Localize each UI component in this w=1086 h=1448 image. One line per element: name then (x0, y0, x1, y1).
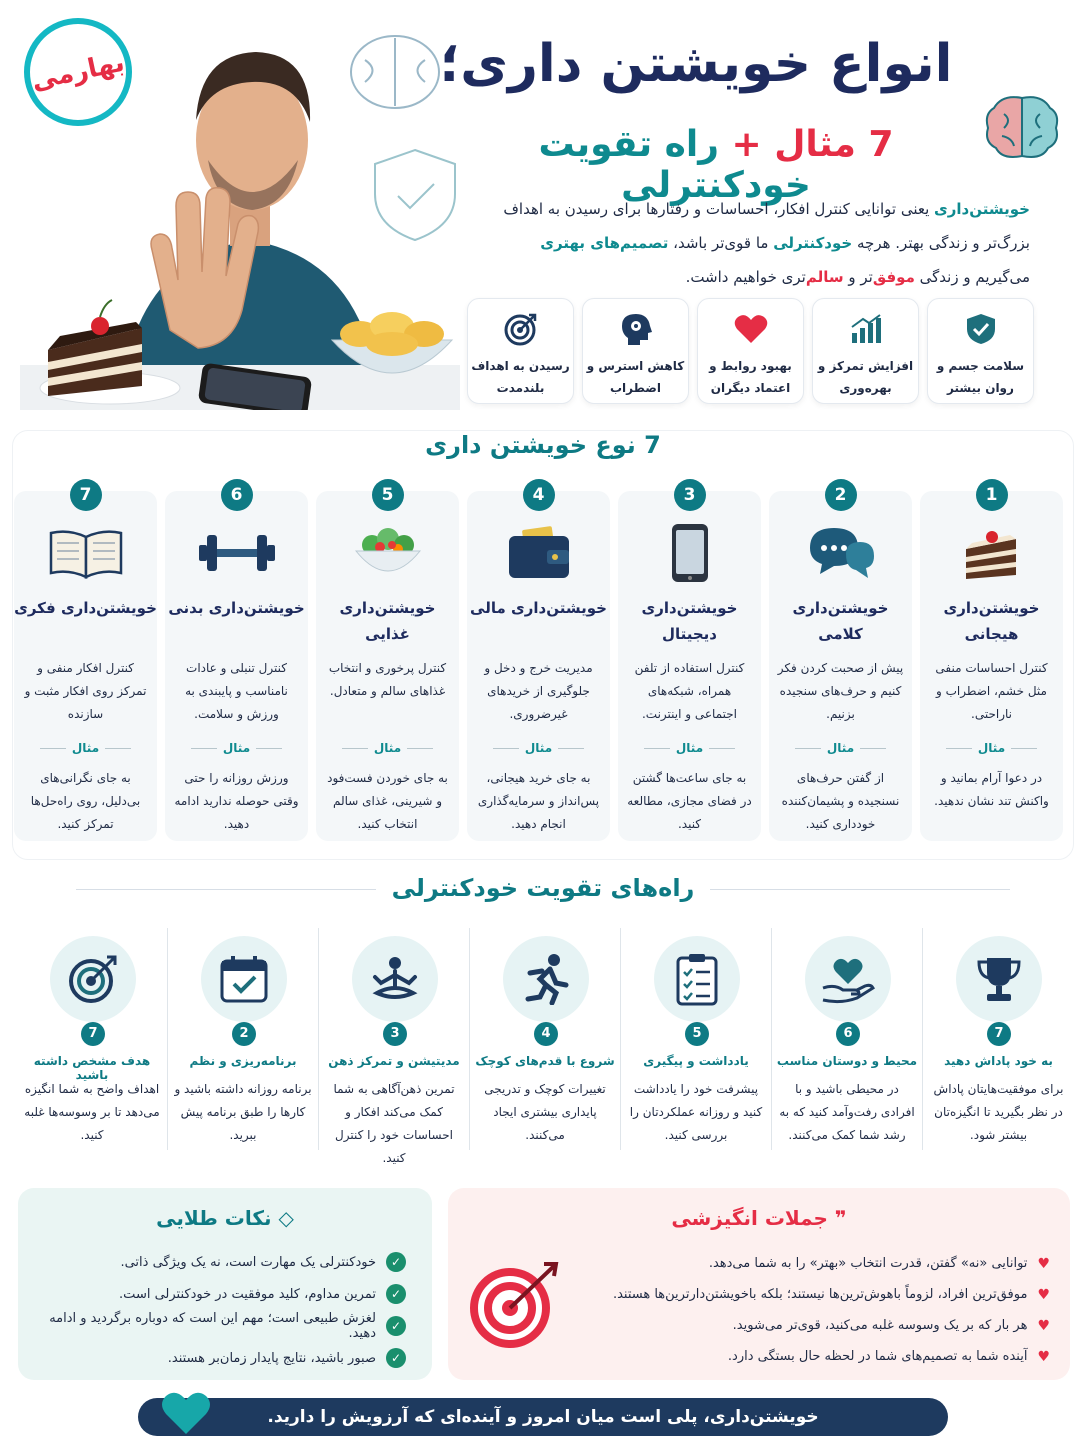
salad-bowl-icon (316, 521, 459, 585)
heart-bullet-icon: ♥ (1037, 1255, 1050, 1272)
way-title: محیط و دوستان مناسب (776, 1054, 918, 1068)
intro-text-4: ‌تر و (843, 268, 873, 286)
benefit-card (927, 298, 1034, 404)
brand-logo-text: بهارمی (28, 47, 128, 97)
types-row (14, 485, 1063, 841)
speech-bubbles-icon (769, 521, 912, 585)
way-description: پیشرفت خود را یادداشت کنید و روزانه عملکردتان را بررسی کنید. (629, 1082, 763, 1142)
brand-logo[interactable] (24, 18, 132, 126)
intro-text-3: می‌گیریم و زندگی (914, 268, 1030, 286)
type-description: کنترل تنبلی و عادات نامناسب و پایبندی به ورزش و سلامت. (185, 661, 288, 721)
diamond-icon: ◇ (271, 1206, 294, 1230)
heart-icon (733, 311, 769, 347)
tip-text: خودکنترلی یک مهارت است، نه یک ویژگی ذاتی. (120, 1254, 376, 1270)
heading-divider (76, 889, 376, 890)
way-item (17, 928, 168, 1150)
way-number-badge: 5 (685, 1022, 709, 1046)
way-number-badge: 6 (836, 1022, 860, 1046)
way-description: برای موفقیت‌هایتان پاداش در نظر بگیرید تا انگیزه‌تان بیشتر شود. (933, 1082, 1064, 1142)
example-label: مثال (628, 741, 751, 755)
type-card (920, 485, 1063, 841)
running-person-icon (503, 936, 589, 1022)
trophy-icon (956, 936, 1042, 1022)
way-title: به خود پاداش دهید (944, 1054, 1053, 1068)
type-number-badge: 3 (674, 479, 706, 511)
type-number-badge: 5 (372, 479, 404, 511)
type-example: به جای نگرانی‌های بی‌دلیل، روی راه‌حل‌ها تمرکز کنید. (30, 771, 141, 831)
growth-chart-icon (848, 311, 884, 347)
benefit-card (812, 298, 919, 404)
wallet-icon (467, 521, 610, 585)
subtitle-text: راه تقویت خودکنترلی (538, 124, 811, 206)
type-number-badge: 6 (221, 479, 253, 511)
type-example: به جای خرید هیجانی، پس‌انداز و سرمایه‌گذاری انجام دهید. (477, 771, 600, 831)
intro-keyword-successful: موفق (872, 268, 915, 286)
way-title: شروع با قدم‌های کوچک (475, 1054, 615, 1068)
way-item (772, 928, 923, 1150)
type-number-badge: 2 (825, 479, 857, 511)
target-icon (50, 936, 136, 1022)
heart-bullet-icon: ♥ (1037, 1317, 1050, 1334)
type-card (316, 485, 459, 841)
benefit-label: رسیدن به اهداف بلندمدت (471, 359, 570, 395)
type-description: مدیریت خرج و دخل و جلوگیری از خریدهای غیرضروری. (484, 661, 593, 721)
intro-keyword-healthy: سالم (805, 268, 844, 286)
calendar-check-icon (201, 936, 287, 1022)
type-name: خویشتن‌داری غذایی (339, 599, 436, 643)
types-section (12, 430, 1074, 860)
type-card (467, 485, 610, 841)
intro-text-1: یعنی توانایی کنترل افکار، احساسات و رفتارها برای رسیدن به اهداف بزرگ‌تر و زندگی بهتر. هرچه (503, 200, 1030, 252)
cake-icon (920, 521, 1063, 585)
type-card (165, 485, 308, 841)
subtitle-number: 7 مثال + (731, 124, 894, 165)
check-circle-icon: ✓ (386, 1316, 406, 1336)
quote-item (590, 1279, 1050, 1310)
open-book-icon (14, 521, 157, 585)
quote-item (590, 1341, 1050, 1372)
tip-text: لغزش طبیعی است؛ مهم این است که دوباره برگردید و ادامه دهید. (49, 1311, 376, 1341)
checklist-icon (654, 936, 740, 1022)
way-number-badge: 4 (534, 1022, 558, 1046)
way-description: تغییرات کوچک و تدریجی پایداری بیشتری ایجاد می‌کنند. (484, 1082, 606, 1142)
quote-item (590, 1248, 1050, 1279)
quotes-heading (448, 1206, 1070, 1230)
shield-check-outline-icon (375, 150, 455, 240)
quote-marks-icon: ❞ (827, 1206, 847, 1230)
example-label: مثال (477, 741, 600, 755)
type-name: خویشتن‌داری کلامی (792, 599, 889, 643)
example-label: مثال (930, 741, 1053, 755)
tips-title: نکات طلایی (156, 1206, 272, 1230)
way-title: هدف مشخص داشته باشید (33, 1054, 151, 1082)
hero-section (0, 0, 1086, 420)
benefit-label: سلامت جسم و روان بیشتر (936, 359, 1025, 395)
way-title: مدیتیشن و تمرکز ذهن (328, 1054, 460, 1068)
type-name: خویشتن‌داری دیجیتال (641, 599, 738, 643)
page-title: انواع خویشتن داری؛ (439, 34, 953, 94)
heart-bullet-icon: ♥ (1037, 1286, 1050, 1303)
way-description: تمرین ذهن‌آگاهی به شما کمک می‌کند افکار و احساسات خود را کنترل کنید. (333, 1082, 455, 1165)
smartphone-icon (618, 521, 761, 585)
quotes-list (590, 1248, 1050, 1372)
quote-text: آینده شما به تصمیم‌های شما در لحظه حال بستگی دارد. (727, 1349, 1028, 1364)
type-name: خویشتن‌داری فکری (14, 599, 157, 617)
benefits-row (467, 298, 1034, 404)
type-description: پیش از صحبت کردن فکر کنیم و حرف‌های سنجیده بزنیم. (777, 661, 904, 721)
type-card (769, 485, 912, 841)
type-card (14, 485, 157, 841)
type-number-badge: 7 (70, 479, 102, 511)
ways-section-heading (12, 874, 1074, 902)
heart-hand-icon (805, 936, 891, 1022)
way-description: اهداف واضح به شما انگیزه می‌دهد تا بر وسوسه‌ها غلبه کنید. (24, 1082, 160, 1142)
benefit-label: بهبود روابط و اعتماد دیگران (709, 359, 792, 395)
type-name: خویشتن‌داری هیجانی (943, 599, 1040, 643)
tip-item (36, 1278, 406, 1310)
types-section-heading (13, 431, 1073, 459)
intro-keyword-self-discipline: خودکنترلی (773, 234, 853, 252)
tips-list (36, 1246, 406, 1374)
way-number-badge: 7 (987, 1022, 1011, 1046)
quotes-title: جملات انگیزشی (671, 1206, 828, 1230)
type-name: خویشتن‌داری بدنی (168, 599, 305, 617)
type-description: کنترل پرخوری و انتخاب غذاهای سالم و متعادل. (328, 661, 447, 698)
way-number-badge: 2 (232, 1022, 256, 1046)
example-label: مثال (779, 741, 902, 755)
ways-section-title: راه‌های تقویت خودکنترلی (391, 874, 695, 902)
quote-text: توانایی «نه» گفتن، قدرت انتخاب «بهتر» را به شما می‌دهد. (708, 1256, 1028, 1271)
example-label: مثال (24, 741, 147, 755)
type-example: ورزش روزانه را حتی وقتی حوصله ندارید ادامه دهید. (174, 771, 299, 831)
tip-item (36, 1310, 406, 1342)
benefit-label: افزایش تمرکز و بهره‌وری (817, 359, 914, 395)
example-label: مثال (326, 741, 449, 755)
target-icon (503, 311, 539, 347)
intro-text-5: ‌تری خواهیم داشت. (685, 268, 806, 286)
target-arrow-icon (468, 1258, 560, 1350)
way-item (168, 928, 319, 1150)
tips-heading (18, 1206, 432, 1230)
check-circle-icon: ✓ (386, 1252, 406, 1272)
quote-text: هر بار که بر یک وسوسه غلبه می‌کنید، قوی‌تر می‌شوید. (732, 1318, 1028, 1333)
way-title: یادداشت و پیگیری (643, 1054, 749, 1068)
golden-tips-box (18, 1188, 432, 1380)
benefit-card (467, 298, 574, 404)
type-description: کنترل استفاده از تلفن همراه، شبکه‌های اجتماعی و اینترنت. (634, 661, 745, 721)
shield-check-icon (963, 311, 999, 347)
heart-icon (160, 1388, 212, 1436)
intro-keyword-self-control: خویشتن‌داری (934, 200, 1030, 218)
quote-text: موفق‌ترین افراد، لزوماً باهوش‌ترین‌ها نیستند؛ بلکه باخویشتن‌دارترین‌ها هستند. (612, 1287, 1028, 1302)
ways-row (17, 928, 1074, 1165)
way-number-badge: 7 (81, 1022, 105, 1046)
intro-paragraph (490, 192, 1030, 294)
check-circle-icon: ✓ (386, 1284, 406, 1304)
way-item (923, 928, 1074, 1150)
type-example: از گفتن حرف‌های نسنجیده و پشیمان‌کننده خودداری کنید. (781, 771, 900, 831)
example-label: مثال (175, 741, 298, 755)
type-description: کنترل احساسات منفی مثل خشم، اضطراب و ناراحتی. (935, 661, 1048, 721)
intro-keyword-better-decisions: تصمیم‌های بهتری (540, 234, 669, 252)
type-description: کنترل افکار منفی و تمرکز روی افکار مثبت و سازنده (24, 661, 147, 721)
type-number-badge: 4 (523, 479, 555, 511)
dumbbell-icon (165, 521, 308, 585)
type-example: در دعوا آرام بمانید و واکنش تند نشان ندهید. (934, 771, 1049, 808)
benefit-card (582, 298, 689, 404)
intro-text-2: ما قوی‌تر باشد، (668, 234, 774, 252)
type-example: به جای ساعت‌ها گشتن در فضای مجازی، مطالعه کنید. (627, 771, 752, 831)
type-name: خویشتن‌داری مالی (470, 599, 607, 617)
tip-text: صبور باشید، نتایج پایدار زمان‌بر هستند. (167, 1350, 376, 1366)
closing-banner: خویشتن‌داری، پلی است میان امروز و آینده‌ای که آرزویش را دارید. (138, 1398, 948, 1436)
way-title: برنامه‌ریزی و نظم (189, 1054, 297, 1068)
way-description: برنامه روزانه داشته باشید و کارها را طبق برنامه پیش ببرید. (174, 1082, 312, 1142)
types-section-title: 7 نوع خویشتن داری (425, 431, 661, 459)
quote-item (590, 1310, 1050, 1341)
heart-bullet-icon: ♥ (1037, 1348, 1050, 1365)
tip-item (36, 1246, 406, 1278)
type-example: به جای خوردن فست‌فود و شیرینی، غذای سالم انتخاب کنید. (327, 771, 448, 831)
benefit-card (697, 298, 804, 404)
way-item (621, 928, 772, 1150)
way-number-badge: 3 (383, 1022, 407, 1046)
check-circle-icon: ✓ (386, 1348, 406, 1368)
type-number-badge: 1 (976, 479, 1008, 511)
motivational-quotes-box (448, 1188, 1070, 1380)
type-card (618, 485, 761, 841)
ways-section (12, 870, 1074, 1170)
meditation-icon (352, 936, 438, 1022)
tip-text: تمرین مداوم، کلید موفقیت در خودکنترلی است. (119, 1286, 376, 1302)
heading-divider (710, 889, 1010, 890)
head-gear-icon (618, 311, 654, 347)
tip-item (36, 1342, 406, 1374)
way-description: در محیطی باشید و با افرادی رفت‌وآمد کنید که به رشد شما کمک می‌کنند. (779, 1082, 915, 1142)
way-item (319, 928, 470, 1165)
brain-icon (982, 92, 1062, 162)
benefit-label: کاهش استرس و اضطراب (586, 359, 685, 395)
way-item (470, 928, 621, 1150)
